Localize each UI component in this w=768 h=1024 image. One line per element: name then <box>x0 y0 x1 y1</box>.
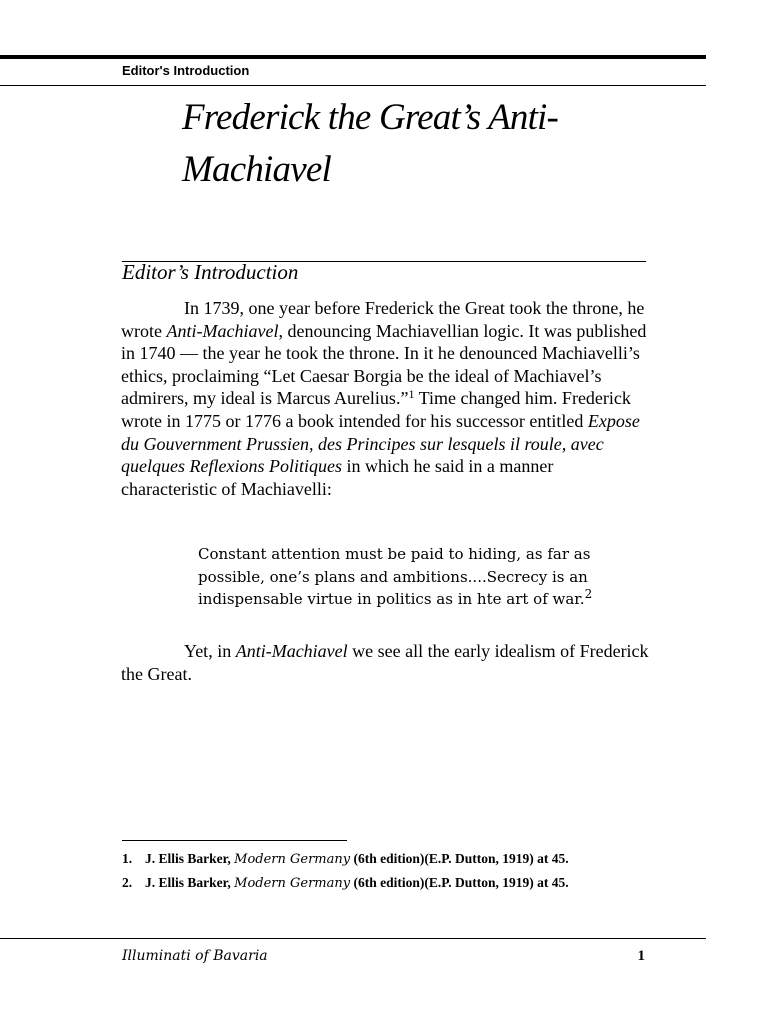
footnote-author: J. Ellis Barker, <box>145 875 235 890</box>
block-quote <box>198 543 608 611</box>
chapter-title: Frederick the Great’s Anti-Machiavel <box>182 97 559 190</box>
footnote-item <box>122 850 652 868</box>
paragraph-1 <box>121 297 651 500</box>
footnote-list <box>122 850 652 898</box>
p2-title-anti-machiavel: Anti-Machiavel <box>235 641 348 661</box>
footnote-work-title: Modern Germany <box>234 876 351 891</box>
footnote-number: 1. <box>122 851 133 866</box>
p1-text-c: , denouncing Machiavellian logic. It was published in 1740 — the year he took the throne. In it he denounced Machiavelli’s ethics, proclaiming “Let Caesar Borgia be the ideal of Machiavel’s admirers, my ideal is Marcus Aurelius.” <box>121 320 647 409</box>
footnote-ref-1[interactable]: 1 <box>408 387 415 402</box>
footnote-citation: (6th edition)(E.P. Dutton, 1919) at 45. <box>350 851 569 866</box>
section-heading: Editor’s Introduction <box>122 260 299 284</box>
p2-text-a: Yet, in <box>184 641 236 661</box>
footnote-number: 2. <box>122 875 133 890</box>
p1-title-anti-machiavel: Anti-Machiavel <box>166 320 279 341</box>
p1-text-a: In 1739, one year before Frederick the Great took the throne, he wrote <box>121 298 645 341</box>
p2-text-c: we see all the early idealism of Frederick the Great. <box>121 641 649 684</box>
footnote-citation: (6th edition)(E.P. Dutton, 1919) at 45. <box>350 875 569 890</box>
paragraph-2 <box>121 640 651 685</box>
p1-text-f: in which he said in a manner characteristic of Machiavelli: <box>121 456 554 499</box>
footnote-item <box>122 874 652 892</box>
footer-book-title: Illuminati of Bavaria <box>122 948 268 964</box>
footnote-rule <box>122 840 347 841</box>
quote-text: Constant attention must be paid to hiding, as far as possible, one’s plans and ambitions....Secrecy is an indispensable virtue in politics as in hte art of war. <box>198 545 591 608</box>
top-rule <box>0 55 706 59</box>
footnote-ref-2[interactable]: 2 <box>584 587 593 601</box>
header-rule <box>0 85 706 86</box>
p1-text-d: Time changed him. Frederick wrote in 1775 or 1776 a book intended for his successor entitled <box>121 388 631 431</box>
footer-rule <box>0 938 706 939</box>
footnote-author: J. Ellis Barker, <box>145 851 235 866</box>
running-head: Editor's Introduction <box>122 63 250 78</box>
footnote-work-title: Modern Germany <box>234 852 351 867</box>
p1-title-expose: Expose du Gouvernment Prussien, des Principes sur lesquels il roule, avec quelques Reflexions Politiques <box>121 410 640 477</box>
page-number: 1 <box>637 948 645 964</box>
